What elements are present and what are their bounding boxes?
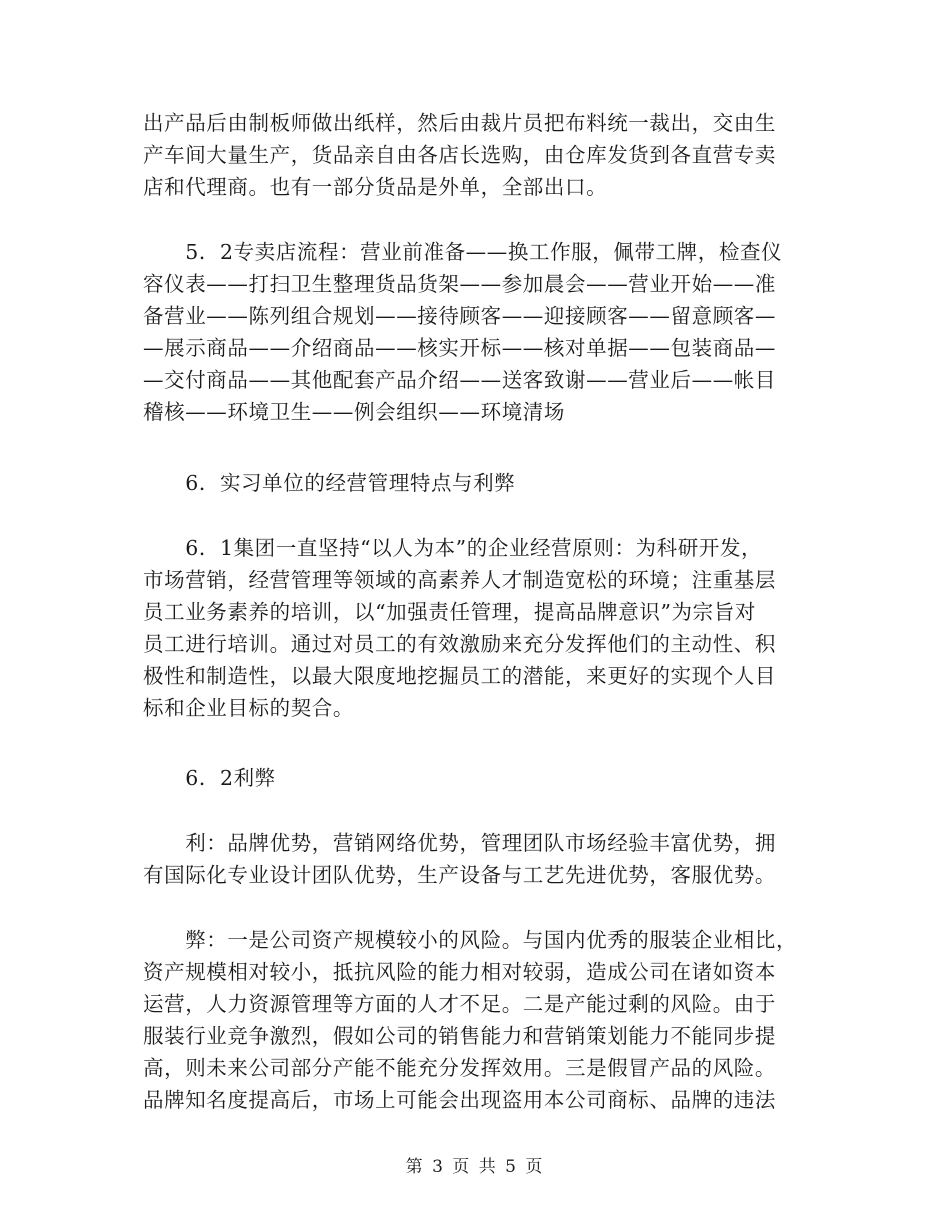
text-line: 服装行业竞争激烈，假如公司的销售能力和营销策划能力不能同步提 — [143, 1024, 776, 1048]
paragraph-production-flow — [143, 107, 813, 203]
text-line: 6．实习单位的经营管理特点与利弊 — [143, 471, 516, 495]
text-line: 利：品牌优势，营销网络优势，管理团队市场经验丰富优势，拥 — [143, 831, 776, 855]
text-line: —交付商品——其他配套产品介绍——送客致谢——营业后——帐目 — [143, 368, 776, 392]
text-line: 员工业务素养的培训，以“加强责任管理，提高品牌意识”为宗旨对 — [143, 600, 756, 624]
text-line: 6．2利弊 — [143, 766, 276, 790]
text-line: 市场营销，经营管理等领域的高素养人才制造宽松的环境；注重基层 — [143, 568, 776, 592]
text-line: 稽核——环境卫生——例会组织——环境清场 — [143, 400, 565, 424]
section-heading-6 — [143, 467, 813, 499]
text-line: 产车间大量生产，货品亲自由各店长选购，由仓库发货到各直营专卖 — [143, 143, 776, 167]
text-line: 有国际化专业设计团队优势，生产设备与工艺先进优势，客服优势。 — [143, 863, 776, 887]
text-line: 6．1集团一直坚持“以人为本”的企业经营原则：为科研开发， — [143, 536, 763, 560]
text-line: 员工进行培训。通过对员工的有效激励来充分发挥他们的主动性、积 — [143, 632, 776, 656]
paragraph-advantages — [143, 827, 813, 891]
text-line: 容仪表——打扫卫生整理货品货架——参加晨会——营业开始——准 — [143, 272, 776, 296]
page-number-footer: 第 3 页 共 5 页 — [405, 1157, 545, 1177]
text-line: 资产规模相对较小，抵抗风险的能力相对较弱，造成公司在诸如资本 — [143, 960, 776, 984]
section-heading-6-2 — [143, 762, 813, 794]
text-line: —展示商品——介绍商品——核实开标——核对单据——包装商品— — [143, 336, 776, 360]
text-line: 运营，人力资源管理等方面的人才不足。二是产能过剩的风险。由于 — [143, 992, 776, 1016]
text-line: 5．2专卖店流程：营业前准备——换工作服，佩带工牌，检查仪 — [143, 240, 783, 264]
text-line: 弊：一是公司资产规模较小的风险。与国内优秀的服装企业相比， — [143, 928, 798, 952]
paragraph-management-principle — [143, 532, 813, 724]
text-line: 高，则未来公司部分产能不能充分发挥效用。三是假冒产品的风险。 — [143, 1056, 776, 1080]
paragraph-disadvantages — [143, 924, 813, 1116]
text-line: 店和代理商。也有一部分货品是外单，全部出口。 — [143, 175, 608, 199]
text-line: 备营业——陈列组合规划——接待顾客——迎接顾客——留意顾客— — [143, 304, 776, 328]
text-line: 极性和制造性，以最大限度地挖掘员工的潜能，来更好的实现个人目 — [143, 664, 776, 688]
text-line: 出产品后由制板师做出纸样，然后由裁片员把布料统一裁出，交由生 — [143, 111, 776, 135]
paragraph-store-process — [143, 236, 813, 428]
text-line: 品牌知名度提高后，市场上可能会出现盗用本公司商标、品牌的违法 — [143, 1088, 776, 1112]
text-line: 标和企业目标的契合。 — [143, 696, 354, 720]
